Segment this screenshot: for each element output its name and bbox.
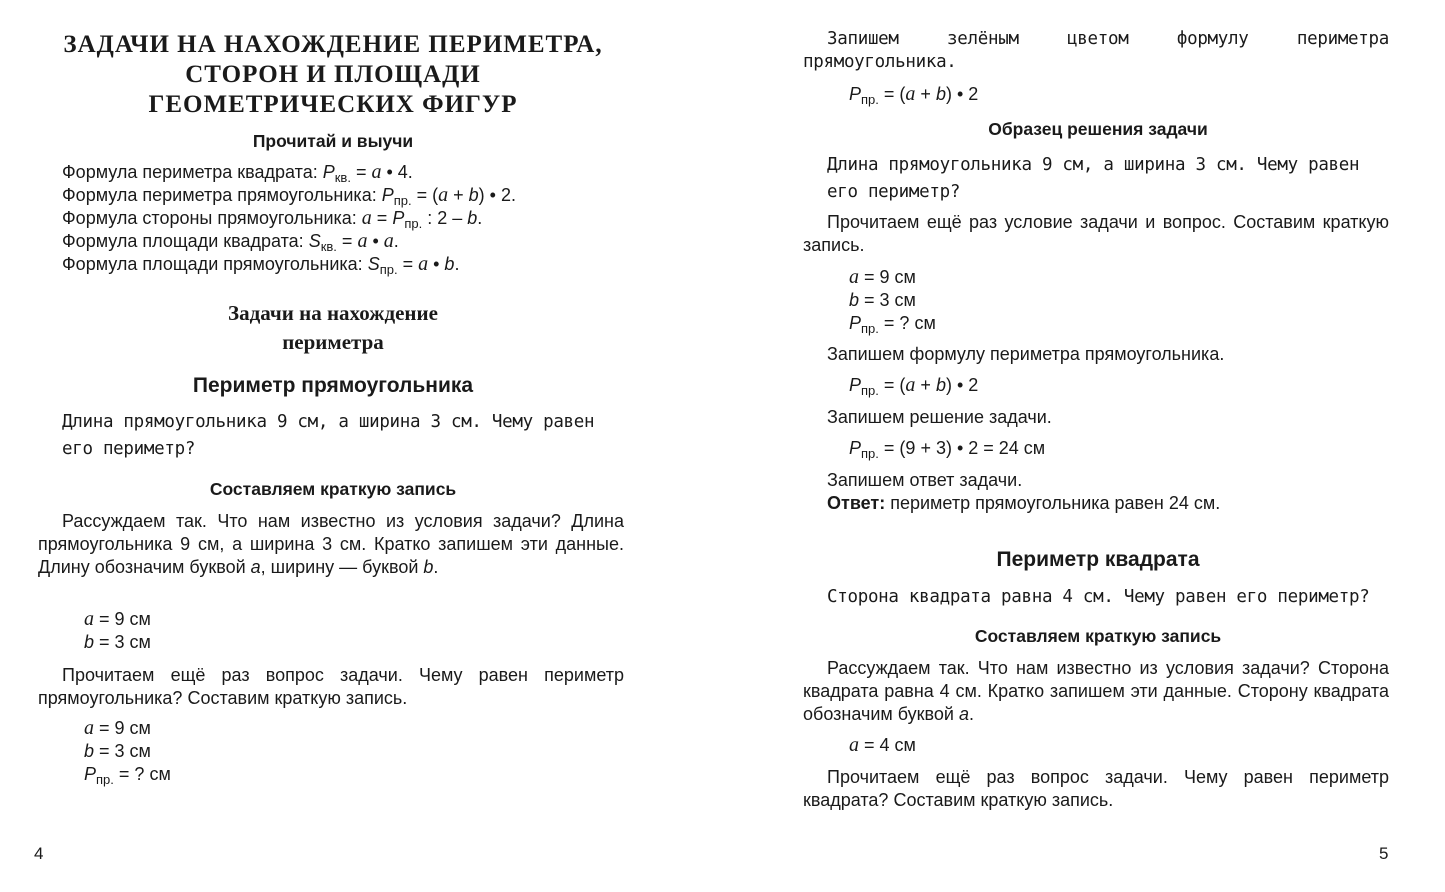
solution-line: $P_{пр.} = (9 + 3)$ • 2 = 24 см — [849, 438, 1046, 461]
main-title-line-3: ГЕОМЕТРИЧЕСКИХ ФИГУР — [148, 91, 518, 118]
green-formula-text: Запишем зелёным цветом формулу периметра прямоугольника. — [803, 29, 1389, 72]
square-reread: Прочитаем ещё раз вопрос задачи. Чему равен периметр квадрата? Составим краткую запись. — [803, 767, 1389, 810]
record-b: b = 3 см — [84, 632, 151, 652]
record2-p: $P_{пр.}$ = ? см — [84, 764, 171, 787]
page-number-right: 5 — [1379, 844, 1389, 863]
write-formula-text: Запишем формулу периметра прямоугольника. — [827, 344, 1225, 364]
right-page — [803, 0, 1393, 892]
formula-list — [62, 161, 632, 276]
main-title-line-1: ЗАДАЧИ НА НАХОЖДЕНИЕ ПЕРИМЕТРА, — [63, 31, 603, 58]
page-number-left: 4 — [34, 844, 44, 863]
square-reasoning: Рассуждаем так. Что нам известно из условия задачи? Сторона квадрата равна 4 см. Кратко запишем эти данные. Сторону квадрата обозначим буквой a. — [803, 658, 1389, 724]
sample-reread: Прочитаем ещё раз условие задачи и вопрос. Составим краткую запись. — [803, 212, 1389, 255]
read-learn-heading: Прочитай и выучи — [252, 131, 414, 151]
formula-square-area: Формула площади квадрата: $S_{кв.} = a$ • a. — [62, 230, 399, 254]
sample-record-p: $P_{пр.}$ = ? см — [849, 313, 936, 336]
main-title-line-2: СТОРОН И ПЛОЩАДИ — [185, 61, 481, 88]
formula-square-perimeter: Формула периметра квадрата: $P_{кв.} = a$ • 4. — [62, 161, 413, 185]
square-perimeter-heading: Периметр квадрата — [996, 548, 1200, 571]
answer-label: Ответ: — [827, 493, 886, 513]
sample-record-block — [849, 266, 936, 335]
section-heading-line-1: Задачи на нахождение — [228, 301, 438, 325]
answer-text: периметр прямоугольника равен 24 см. — [885, 493, 1221, 513]
formula-rect-1: $P_{пр.} = (a + b)$ • 2 — [849, 83, 979, 107]
rect-perimeter-heading: Периметр прямоугольника — [192, 374, 474, 397]
square-record-a: a = 4 см — [849, 734, 916, 756]
main-title — [38, 30, 628, 120]
sample-heading: Образец решения задачи — [988, 119, 1208, 139]
record-block-1 — [84, 608, 151, 654]
left-page — [34, 0, 628, 892]
record-block-2 — [84, 717, 171, 786]
sample-record-b: b = 3 см — [849, 290, 916, 310]
formula-rect-side: Формула стороны прямоугольника: $a = P_{пр.}$ : 2 – b. — [62, 207, 483, 231]
write-answer-text: Запишем ответ задачи. — [827, 470, 1023, 490]
answer-line — [827, 492, 1220, 515]
formula-rect-perimeter: Формула периметра прямоугольника: $P_{пр.} = (a + b)$ • 2. — [62, 184, 516, 208]
record-a: a = 9 см — [84, 608, 151, 630]
square-short-record-heading: Составляем краткую запись — [974, 626, 1222, 646]
rect-problem: Длина прямоугольника 9 см, а ширина 3 см. Чему равен его периметр? — [62, 412, 595, 459]
square-problem: Сторона квадрата равна 4 см. Чему равен его периметр? — [827, 587, 1370, 607]
formula-rect-2: $P_{пр.} = (a + b)$ • 2 — [849, 374, 979, 398]
formula-rect-area: Формула площади прямоугольника: $S_{пр.} = a$ • b. — [62, 253, 460, 277]
sample-record-a: a = 9 см — [849, 266, 916, 288]
short-record-heading: Составляем краткую запись — [209, 479, 457, 499]
answer-block — [827, 469, 1220, 515]
reread-paragraph: Прочитаем ещё раз вопрос задачи. Чему равен периметр прямоугольника? Составим краткую запись. — [38, 665, 624, 708]
sample-problem: Длина прямоугольника 9 см, а ширина 3 см. Чему равен его периметр? — [827, 155, 1360, 202]
record2-b: b = 3 см — [84, 741, 151, 761]
section-heading-line-2: периметра — [282, 330, 384, 354]
write-solution-text: Запишем решение задачи. — [827, 407, 1052, 427]
section-perimeter-heading — [38, 299, 628, 357]
reasoning-paragraph: Рассуждаем так. Что нам известно из условия задачи? Длина прямоугольника 9 см, а ширина 3 см. Кратко запишем эти данные. Длину обозначим буквой a, ширину — буквой b. — [38, 511, 624, 577]
record2-a: a = 9 см — [84, 717, 151, 739]
